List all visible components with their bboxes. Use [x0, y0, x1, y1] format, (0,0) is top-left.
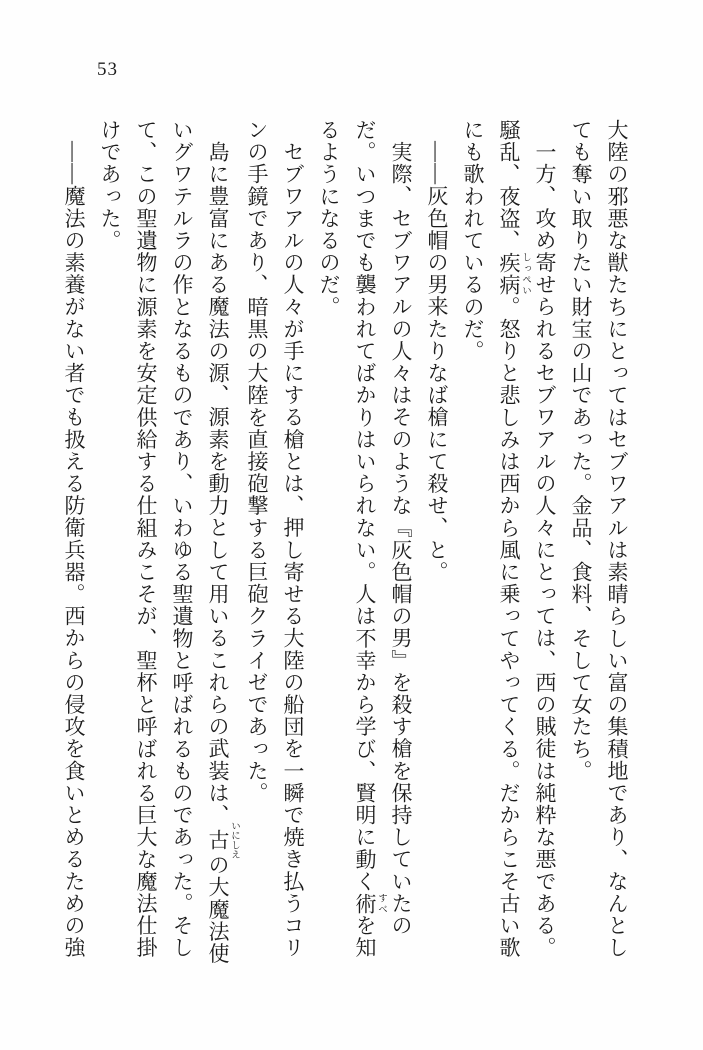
furigana-ruby: 術 すべ	[353, 892, 386, 915]
furigana-text: いにしえ	[229, 821, 239, 860]
paragraph: 実際、セブワアルの人々はそのような『灰色帽の男』を殺す槍を保持していたのだ。いつまでも襲われてばかりはいられない。人は不幸から学び、賢明に動く術 すべを知るようになるのだ。	[317, 119, 413, 959]
vertical-text-block	[56, 119, 635, 965]
paragraph: セブワアルの人々が手にする槍とは、押し寄せる大陸の船団を一瞬で焼き払うコリンの手鏡であり、暗黒の大陸を直接砲撃する巨砲クライゼであった。	[245, 119, 305, 959]
paragraph: ――魔法の素養がない者でも扱える防衛兵器。西からの侵攻を食いとめるための強	[62, 141, 86, 959]
furigana-ruby: 古 いにしえ	[206, 821, 239, 860]
paragraph: 島に豊富にある魔法の源、源素を動力として用いるこれらの武装は、古 いにしえの大魔法使いグワテルラの作となるものであり、いわゆる聖遺物と呼ばれるものであった。そして、この聖遺物に源素を安定供給する仕組みこそが、聖杯と呼ばれる巨大な魔法仕掛けであった。	[98, 119, 239, 965]
paragraph: 大陸の邪悪な獣たちにとってはセブワアルは素晴らしい富の集積地であり、なんとしても奪い取りたい財宝の山であった。金品、食料、そして女たち。	[569, 119, 629, 959]
paragraph: 一方、攻め寄せられるセブワアルの人々にとっては、西の賊徒は純粋な悪である。騒乱、夜盗、疾病 しっぺい。怒りと悲しみは西から風に乗ってやってくる。だからこそ古い歌にも歌われているのだ。	[461, 119, 557, 959]
paragraph: ――灰色帽の男来たりなば槍にて殺せ、と。	[425, 141, 449, 584]
page-number: 53	[97, 59, 118, 80]
furigana-text: すべ	[376, 892, 386, 915]
furigana-ruby: 疾病 しっぺい	[497, 251, 530, 296]
furigana-text: しっぺい	[520, 251, 530, 296]
